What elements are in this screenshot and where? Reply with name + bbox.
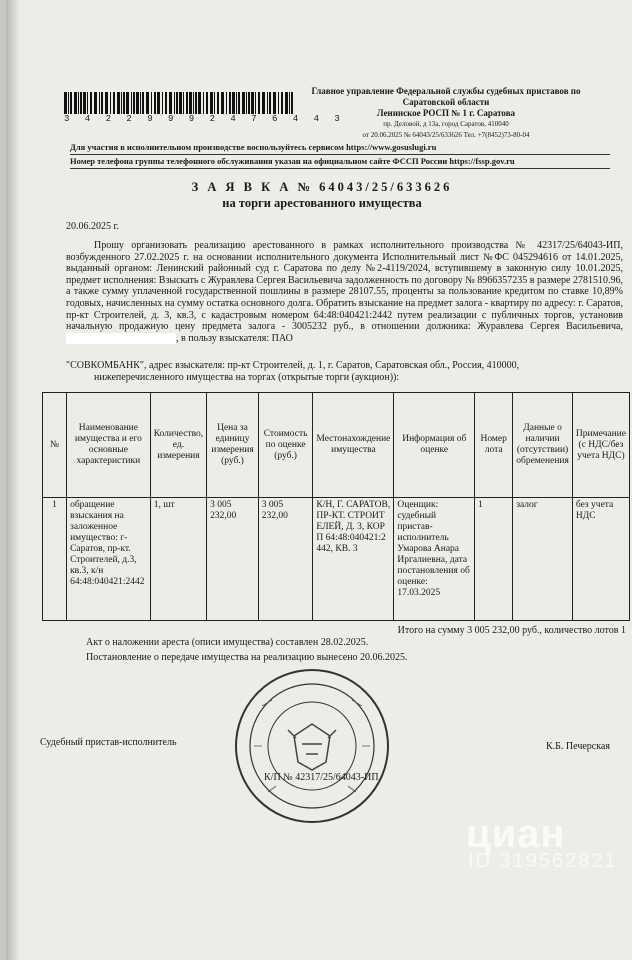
col-header-lot: Номер лота bbox=[475, 393, 513, 498]
cell-value: 3 005 232,00 bbox=[258, 498, 313, 621]
col-header-value: Стоимость по оценке (руб.) bbox=[258, 393, 313, 498]
cell-note: без учета НДС bbox=[572, 498, 629, 621]
doc-date: 20.06.2025 г. bbox=[66, 221, 119, 232]
act-line: Акт о наложении ареста (описи имущества) составлен 28.02.2025. bbox=[86, 637, 369, 648]
cell-qty: 1, шт bbox=[150, 498, 206, 621]
agency-office: Ленинское РОСП № 1 г. Саратова bbox=[376, 108, 516, 118]
col-header-qty: Количество, ед. измерения bbox=[150, 393, 206, 498]
cell-encumbrance: залог bbox=[513, 498, 573, 621]
cell-price: 3 005 232,00 bbox=[207, 498, 259, 621]
agency-region: Саратовской области bbox=[402, 97, 490, 107]
table-header-row bbox=[43, 393, 630, 498]
bailiff-signature: К.Б. Печерская bbox=[546, 741, 610, 752]
agency-ref: от 20.06.2025 № 64043/25/633626 Тел. +7(8452)73-80-04 bbox=[362, 131, 530, 139]
doc-subtitle: на торги арестованного имущества bbox=[222, 196, 422, 210]
lots-table bbox=[42, 392, 630, 621]
service-notice bbox=[70, 141, 610, 169]
page-shadow bbox=[6, 0, 20, 960]
claimant-line: "СОВКОМБАНК", адрес взыскателя: пр-кт Строителей, д. 1, г. Саратов, Саратовская обл., Россия, 410000, bbox=[66, 360, 520, 371]
agency-header bbox=[296, 86, 596, 141]
table-row bbox=[43, 498, 630, 621]
cell-valuation: Оценщик: судебный пристав-исполнитель Умарова Анара Иргалиевна, дата постановления об оценке: 17.03.2025 bbox=[394, 498, 475, 621]
notice-fssp: Номер телефона группы телефонного обслуживания указан на официальном сайте ФССП России https://fssp.gov.ru bbox=[70, 155, 610, 169]
claimant-block bbox=[66, 360, 623, 383]
notice-gosuslugi: Для участия в исполнительном производстве воспользуйтесь сервисом https://www.gosuslugi.ru bbox=[70, 141, 610, 155]
cell-lot: 1 bbox=[475, 498, 513, 621]
official-seal-icon bbox=[232, 666, 392, 826]
redaction-block bbox=[66, 333, 176, 345]
col-header-num: № bbox=[43, 393, 67, 498]
col-header-encumbrance: Данные о наличии (отсутствии) обременения bbox=[513, 393, 573, 498]
body-text: Прошу организовать реализацию арестованного в рамках исполнительного производства № 42317/25/64043-ИП, возбужденного 27.02.2025 г. на основании исполнительного документа Исполнительный лист №ФС 045294616 от 14.01.2025, выданный органом: Ленинский районный суд г. Саратова по делу №2-4119/2024, вступившему в законную силу 10.01.2025, предмет исполнения: Взыскать с Журавлева Сергея Васильевича задолженность по договору № 8966357235 в размере 2781510.96, а также сумму уплаченной государственной пошлины в размере 28107.55, проценты за пользование кредитом по ставке 10,89% годовых, начисленных на сумму остатка основного долга. Обратить взыскание на предмет залога - квартиру по адресу: г. Саратов, пр-кт Строителей, д. 3, кв.3, с кадастровым номером 64:48:040421:2442 путем реализации с публичных торгов, установив начальную продажную цену предмета залога - 3005232 руб., в отношении должника: Журавлева Сергея Васильевича, bbox=[66, 240, 623, 333]
watermark-logo: циан bbox=[466, 812, 566, 856]
doc-body bbox=[66, 240, 623, 344]
agency-name: Главное управление Федеральной службы судебных приставов по bbox=[311, 86, 581, 96]
col-header-price: Цена за единицу измерения (руб.) bbox=[207, 393, 259, 498]
bailiff-title: Судебный пристав-исполнитель bbox=[40, 737, 177, 748]
stamp-number: К/П № 42317/25/64043-ИП bbox=[264, 772, 379, 783]
claimant-tail: , в пользу взыскателя: ПАО bbox=[176, 332, 293, 344]
claimant-line2: нижеперечисленного имущества на торгах (открытые торги (аукцион)): bbox=[94, 371, 400, 383]
barcode-icon bbox=[64, 92, 294, 132]
barcode-number: 3 4 2 2 9 9 9 2 4 7 6 4 4 3 bbox=[64, 114, 345, 124]
col-header-name: Наименование имущества и его основные характеристики bbox=[67, 393, 151, 498]
doc-title: З А Я В К А № 64043/25/633626 bbox=[191, 180, 453, 194]
cell-name: обращение взыскания на заложенное имущество: г-Саратов, пр-кт. Строителей, д.3, кв.3, к/н 64:48:040421:2442 bbox=[67, 498, 151, 621]
cell-num: 1 bbox=[43, 498, 67, 621]
col-header-location: Местонахождение имущества bbox=[313, 393, 394, 498]
document-page bbox=[6, 0, 632, 960]
col-header-valuation: Информация об оценке bbox=[394, 393, 475, 498]
col-header-note: Примечание (с НДС/без учета НДС) bbox=[572, 393, 629, 498]
agency-address: пр. Деловой, д 13а, город Саратов, 410040 bbox=[383, 120, 509, 128]
total-line: Итого на сумму 3 005 232,00 руб., количество лотов 1 bbox=[397, 625, 626, 636]
decree-line: Постановление о передаче имущества на реализацию вынесено 20.06.2025. bbox=[86, 652, 408, 663]
watermark-id: ID 319562821 bbox=[468, 850, 618, 872]
cell-location: К/Н, Г. САРАТОВ, ПР-КТ. СТРОИТЕЛЕЙ, Д. 3, КОРП 64:48:040421:2442, КВ. 3 bbox=[313, 498, 394, 621]
